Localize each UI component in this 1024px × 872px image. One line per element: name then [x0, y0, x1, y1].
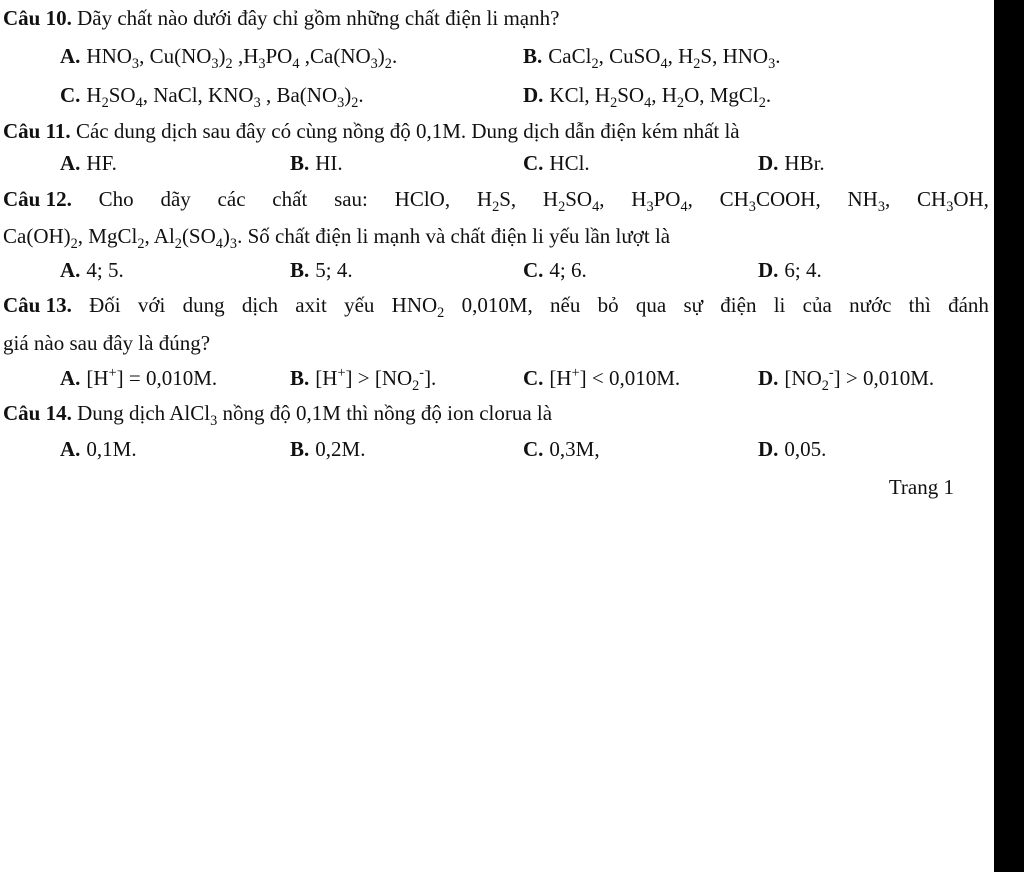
question-13-stem-line2: giá nào sau đây là đúng?	[3, 331, 211, 355]
question-11-text: Các dung dịch sau đây có cùng nồng độ 0,1M. Dung dịch dẫn điện kém nhất là	[75, 119, 740, 143]
question-12-stem-line2: $Ca(OH)_2$, MgCl$_2$, $Al_2(SO_4)_3$. Số chất điện li mạnh và chất điện li yếu lần lượt là	[3, 224, 671, 253]
question-13-stem-line1: Câu 13. Đối với dung dịch axit yếu $HNO_2$ 0,010M, nếu bỏ qua sự điện li của nước thì đánh	[3, 293, 989, 322]
question-12-option-d: D. 6; 4.	[758, 258, 822, 282]
question-13-label: Câu 13.	[3, 293, 72, 317]
question-10-option-b: B. CaCl$_2$, CuSO$_4$, $H_2S$, $HNO_3$.	[523, 44, 781, 73]
question-12-option-c: C. 4; 6.	[523, 258, 587, 282]
question-13-option-b: B. $[H^+] > [NO_2^-]$.	[290, 365, 437, 395]
question-10-label: Câu 10.	[3, 6, 72, 30]
question-11-option-d: D. HBr.	[758, 151, 825, 175]
question-14-option-b: B. 0,2M.	[290, 437, 366, 461]
question-11-stem	[3, 118, 740, 144]
question-14-option-c: C. 0,3M,	[523, 437, 600, 461]
question-12-option-a: A. 4; 5.	[60, 258, 124, 282]
question-12-label: Câu 12.	[3, 187, 72, 211]
question-10-option-c: C. $H_2SO_4$, NaCl, $KNO_3$ , $Ba(NO_3)_2$.	[60, 83, 364, 112]
question-12-option-b: B. 5; 4.	[290, 258, 353, 282]
question-14-text: Dung dịch AlCl$_3$ nồng độ 0,1M thì nồng độ ion clorua là	[77, 401, 553, 430]
question-11-option-a: A. HF.	[60, 151, 117, 175]
question-12-stem-line1: Câu 12. Cho dãy các chất sau: HClO, $H_2S$, $H_2SO_4$, $H_3PO_4$, $CH_3COOH$, $NH_3$, $CH_3OH$,	[3, 187, 989, 216]
question-11-option-c: C. HCl.	[523, 151, 590, 175]
question-11-option-b: B. HI.	[290, 151, 343, 175]
page-number: Trang 1	[888, 475, 954, 499]
question-10-option-d: D. KCl, $H_2SO_4$, $H_2O$, MgCl$_2$.	[523, 83, 772, 112]
question-14-option-a: A. 0,1M.	[60, 437, 137, 461]
question-13-option-a: A. [H+] = 0,010M.	[60, 365, 218, 390]
question-10-option-a: A. $HNO_3$, $Cu(NO_3)_2$ $,H_3PO_4$ $,Ca(NO_3)_2$.	[60, 44, 398, 73]
question-14-option-d: D. 0,05.	[758, 437, 827, 461]
question-11-label: Câu 11.	[3, 119, 71, 143]
question-13-option-c: C. [H+] < 0,010M.	[523, 365, 681, 390]
question-10-text: Dãy chất nào dưới đây chỉ gồm những chất điện li mạnh?	[77, 6, 560, 30]
page-edge-shadow	[994, 0, 1024, 872]
question-10-stem	[3, 5, 559, 31]
question-13-option-d: D. $[NO_2^-] > 0,010M$.	[758, 365, 935, 395]
question-14-stem	[3, 400, 553, 430]
question-14-label: Câu 14.	[3, 401, 72, 425]
